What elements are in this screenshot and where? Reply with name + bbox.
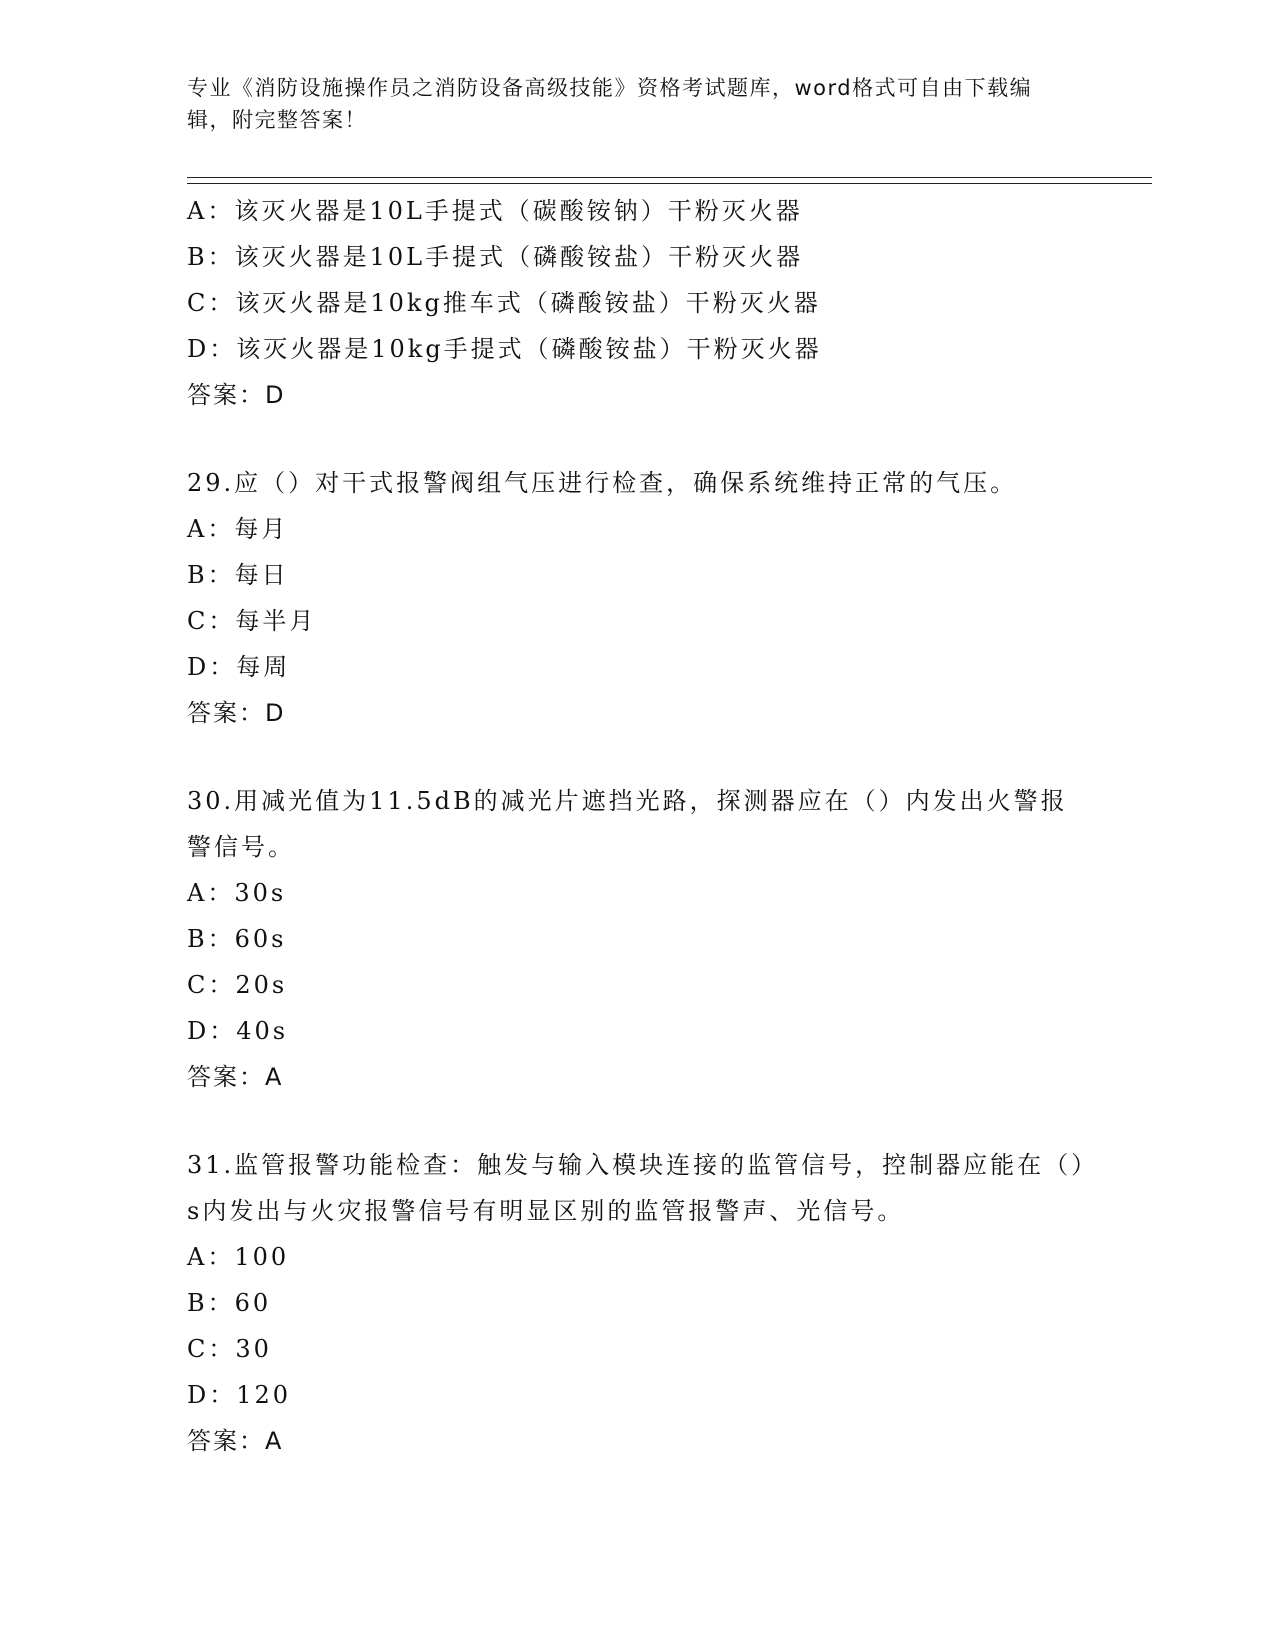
document-header: 专业《消防设施操作员之消防设备高级技能》资格考试题库，word格式可自由下载编辑，附完整答案！ <box>187 76 1033 132</box>
option-d: D：每周 <box>187 653 291 681</box>
question-stem: 31.监管报警功能检查：触发与输入模块连接的监管信号，控制器应能在（）s内发出与火灾报警信号有明显区别的监管报警声、光信号。 <box>187 1151 1087 1225</box>
option-c: C：每半月 <box>187 607 317 635</box>
option-a: A：30s <box>187 879 287 907</box>
option-c: C：30 <box>187 1335 272 1363</box>
option-a: A：100 <box>187 1243 290 1271</box>
option-b: B：60 <box>187 1289 272 1317</box>
question-30-block <box>187 778 1087 1100</box>
option-b: B：该灭火器是10L手提式（磷酸铵盐）干粉灭火器 <box>187 243 804 271</box>
option-c: C：20s <box>187 971 288 999</box>
option-c: C：该灭火器是10kg推车式（磷酸铵盐）干粉灭火器 <box>187 289 821 317</box>
question-stem: 29.应（）对干式报警阀组气压进行检查，确保系统维持正常的气压。 <box>187 469 1018 497</box>
header-rule-top <box>187 177 1152 178</box>
question-content <box>187 188 1087 1464</box>
question-28-block <box>187 188 1087 418</box>
header-rule-bottom <box>187 183 1152 184</box>
question-31-block <box>187 1142 1087 1464</box>
answer-line: 答案：D <box>187 381 286 409</box>
option-b: B：60s <box>187 925 287 953</box>
option-a: A：每月 <box>187 515 289 543</box>
option-d: D：40s <box>187 1017 289 1045</box>
option-d: D：该灭火器是10kg手提式（磷酸铵盐）干粉灭火器 <box>187 335 822 363</box>
option-d: D：120 <box>187 1381 292 1409</box>
question-29-block <box>187 460 1087 736</box>
option-a: A：该灭火器是10L手提式（碳酸铵钠）干粉灭火器 <box>187 197 803 225</box>
option-b: B：每日 <box>187 561 289 589</box>
answer-line: 答案：A <box>187 1427 284 1455</box>
question-stem: 30.用减光值为11.5dB的减光片遮挡光路，探测器应在（）内发出火警报警信号。 <box>187 787 1068 861</box>
answer-line: 答案：D <box>187 699 286 727</box>
answer-line: 答案：A <box>187 1063 284 1091</box>
